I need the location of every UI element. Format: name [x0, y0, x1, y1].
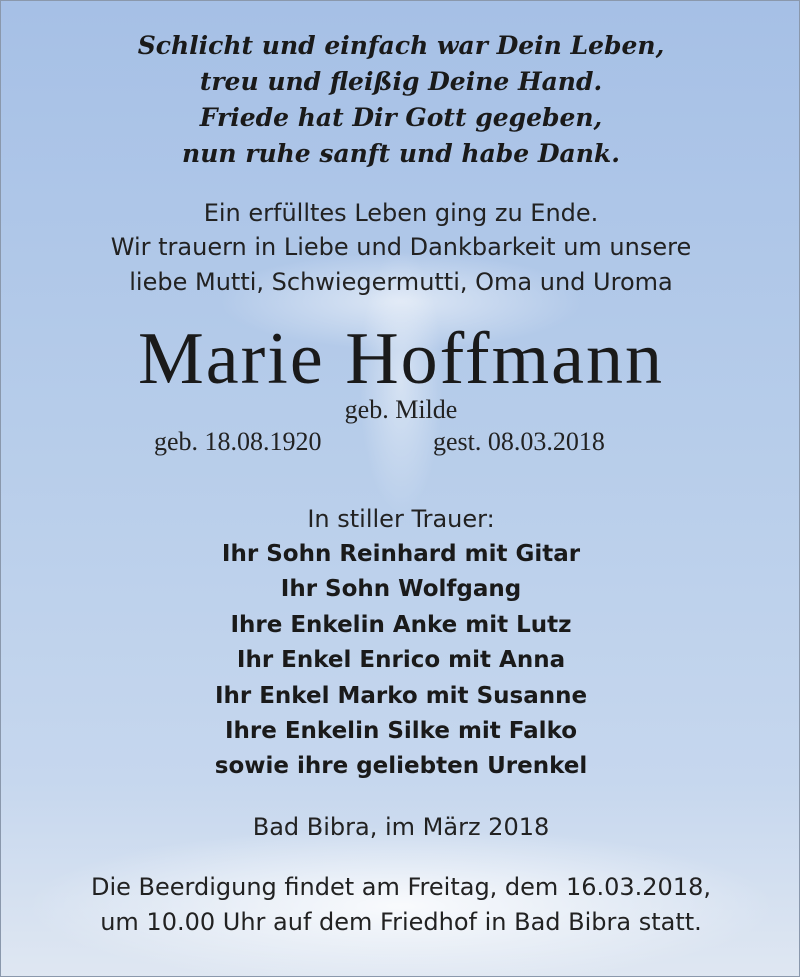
mourner-line: Ihr Enkel Marko mit Susanne — [214, 683, 588, 709]
intro-line: Wir trauern in Liebe und Dankbarkeit um unsere — [110, 233, 692, 261]
poem-line: nun ruhe sanft und habe Dank. — [182, 139, 620, 168]
poem-line: treu und fleißig Deine Hand. — [199, 67, 603, 96]
poem-line: Schlicht und einfach war Dein Leben, — [137, 31, 665, 60]
poem-line: Friede hat Dir Gott gegeben, — [199, 103, 603, 132]
maiden-name: geb. Milde — [344, 395, 458, 424]
death-date: gest. 08.03.2018 — [433, 427, 605, 456]
intro-line: liebe Mutti, Schwiegermutti, Oma und Uroma — [129, 268, 673, 296]
life-dates — [1, 427, 800, 461]
birth-date: geb. 18.08.1920 — [154, 427, 322, 456]
mourner-line: Ihr Sohn Reinhard mit Gitar — [221, 541, 581, 567]
mourner-line: Ihr Enkel Enrico mit Anna — [236, 647, 566, 673]
mourner-line: Ihre Enkelin Silke mit Falko — [224, 718, 578, 744]
intro-line: Ein erfülltes Leben ging zu Ende. — [203, 199, 599, 227]
deceased-name: Marie Hoffmann — [138, 318, 664, 400]
mourner-line: Ihr Sohn Wolfgang — [280, 576, 522, 602]
mourner-line: sowie ihre geliebten Urenkel — [214, 753, 588, 779]
funeral-info-line: Die Beerdigung findet am Freitag, dem 16.03.2018, — [91, 873, 711, 901]
place-date: Bad Bibra, im März 2018 — [252, 813, 550, 841]
mourners-heading: In stiller Trauer: — [307, 505, 495, 533]
funeral-info-line: um 10.00 Uhr auf dem Friedhof in Bad Bibra statt. — [100, 908, 702, 936]
mourner-line: Ihre Enkelin Anke mit Lutz — [230, 612, 572, 638]
